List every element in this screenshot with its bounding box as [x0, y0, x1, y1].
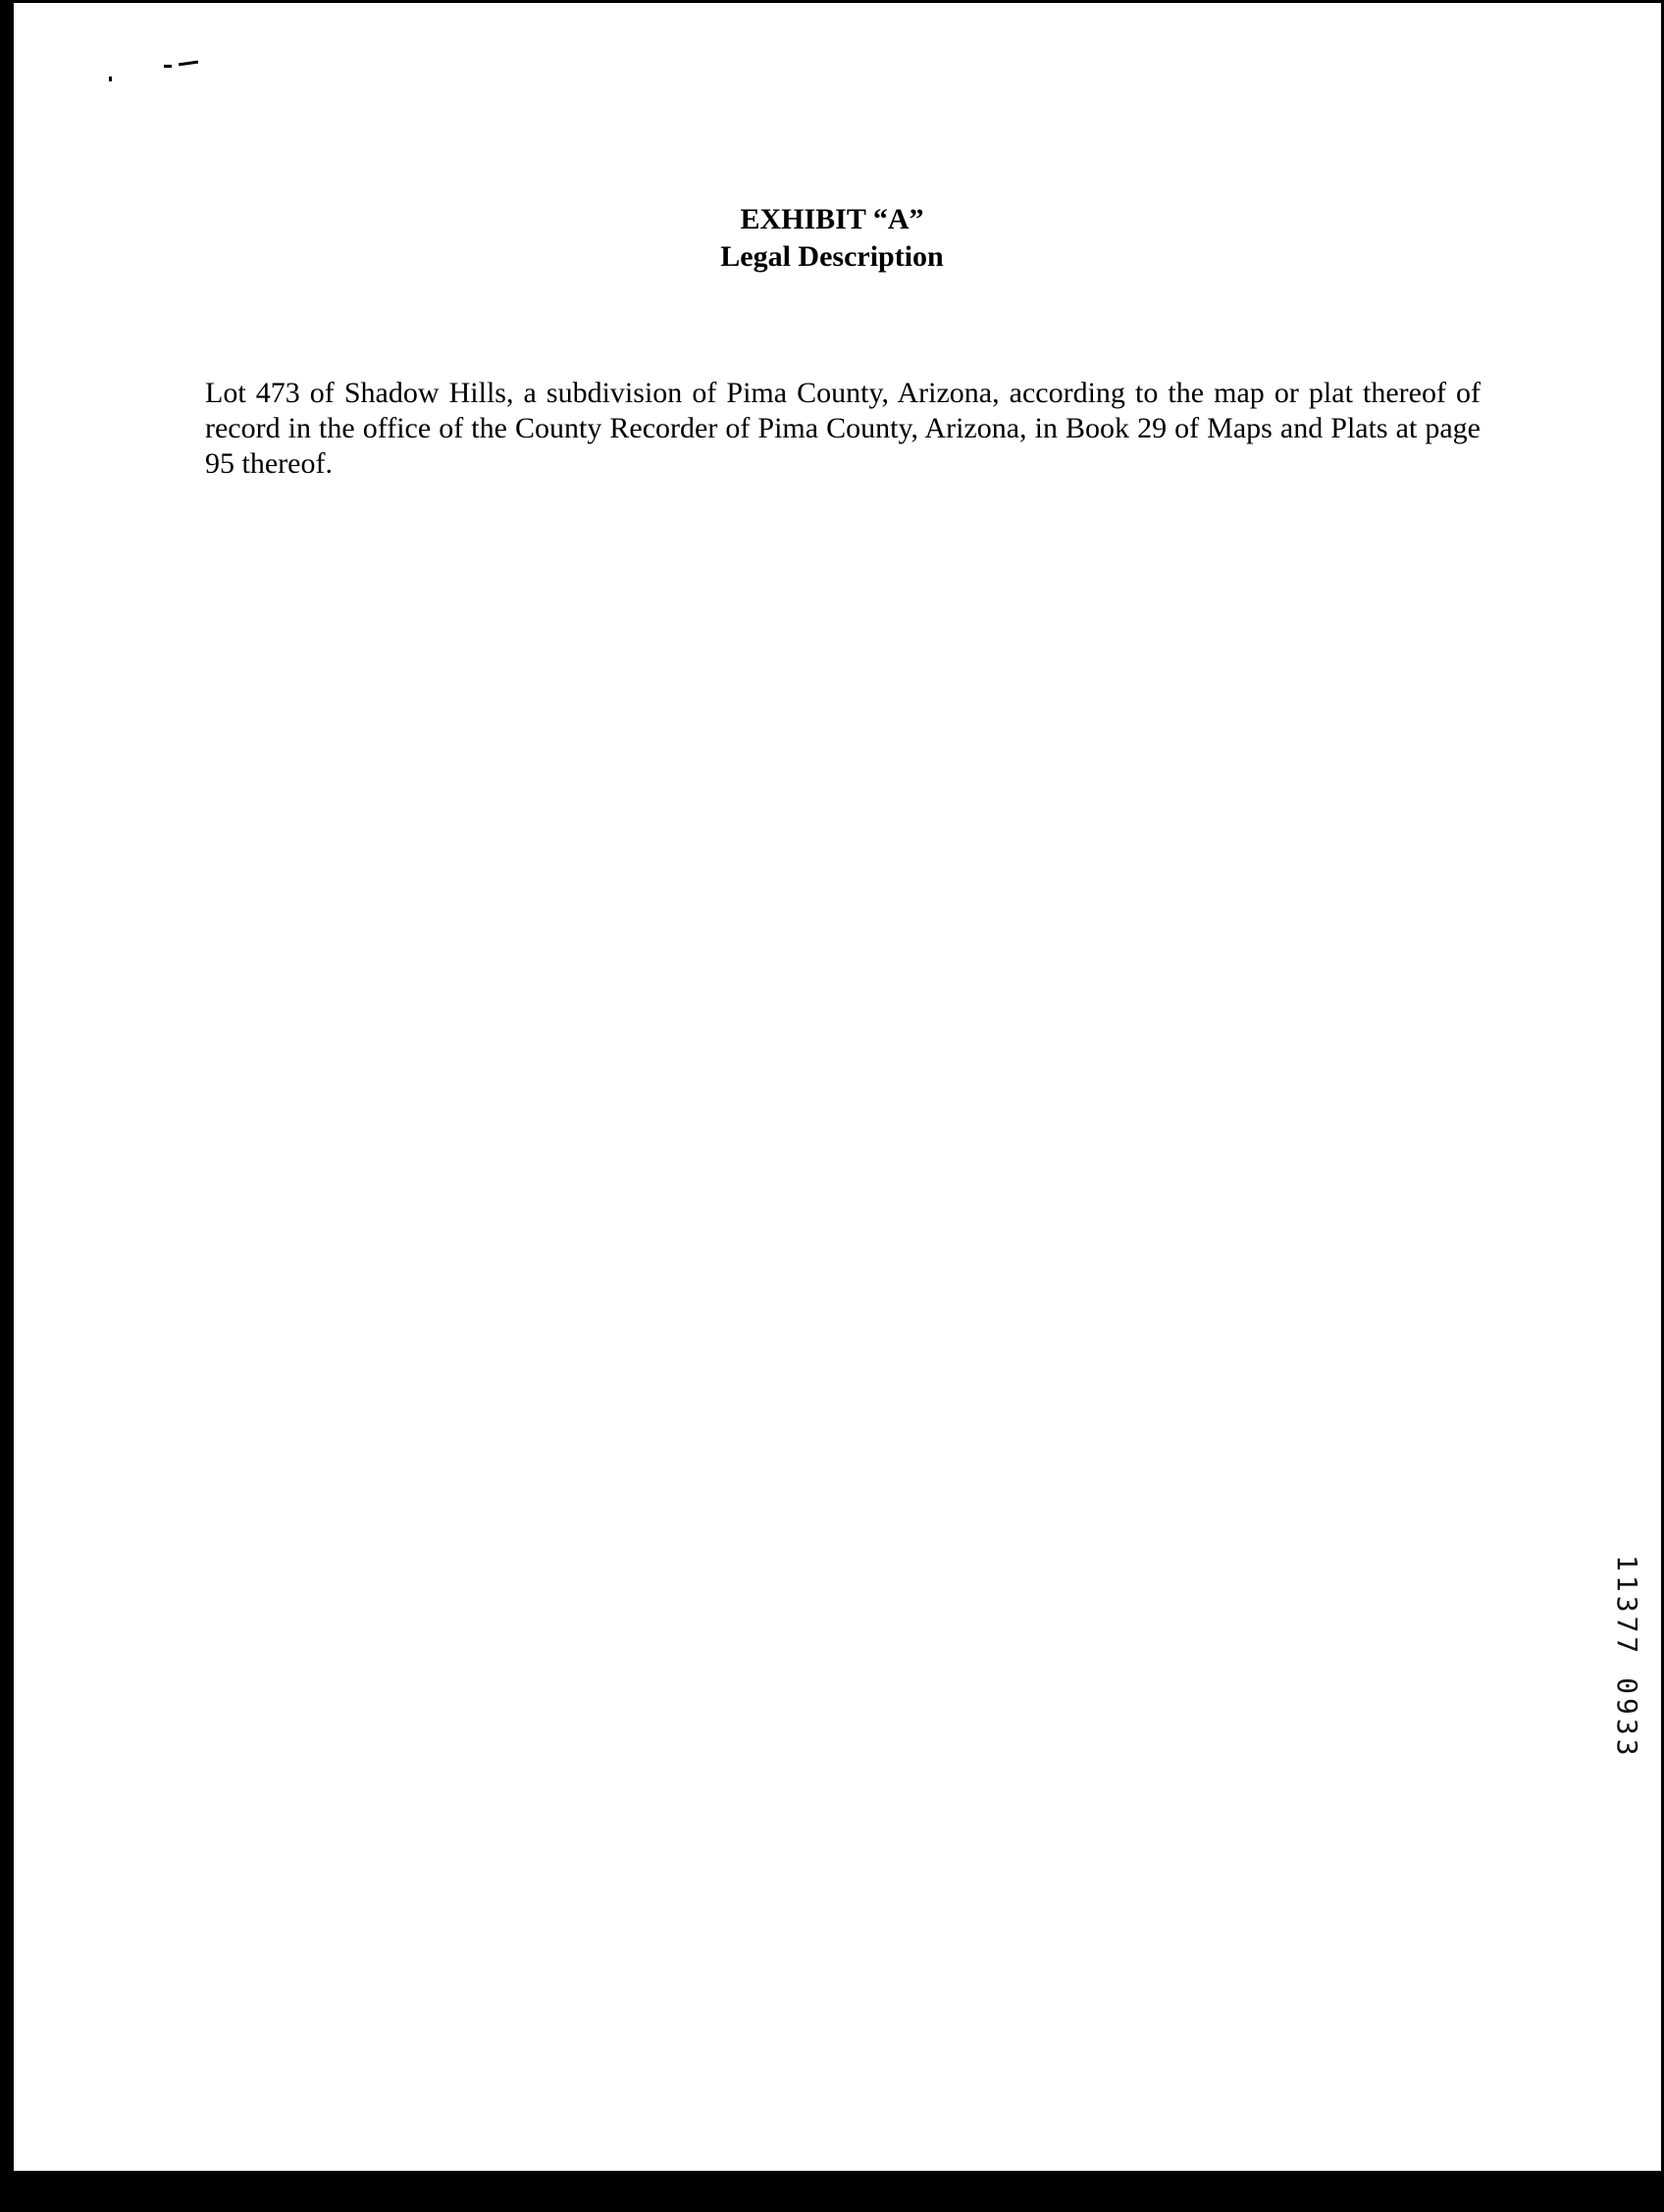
recording-stamp-number: 11377 0933	[1611, 1555, 1643, 1760]
legal-description-paragraph: Lot 473 of Shadow Hills, a subdivision of Pima County, Arizona, according to the map or plat thereof of record in the office of the County Recorder of Pima County, Arizona, in Book 29 of Maps and Plats at page 95 thereof.	[205, 377, 1481, 480]
scan-speck	[164, 65, 172, 68]
exhibit-title: EXHIBIT “A”	[740, 203, 924, 235]
bottom-scan-border	[0, 2171, 1664, 2212]
exhibit-header	[0, 201, 1664, 276]
top-scan-border	[0, 0, 1664, 3]
scan-speck	[109, 77, 112, 81]
exhibit-subtitle: Legal Description	[720, 240, 944, 273]
scan-speck	[179, 61, 198, 67]
left-scan-border	[0, 0, 14, 2212]
